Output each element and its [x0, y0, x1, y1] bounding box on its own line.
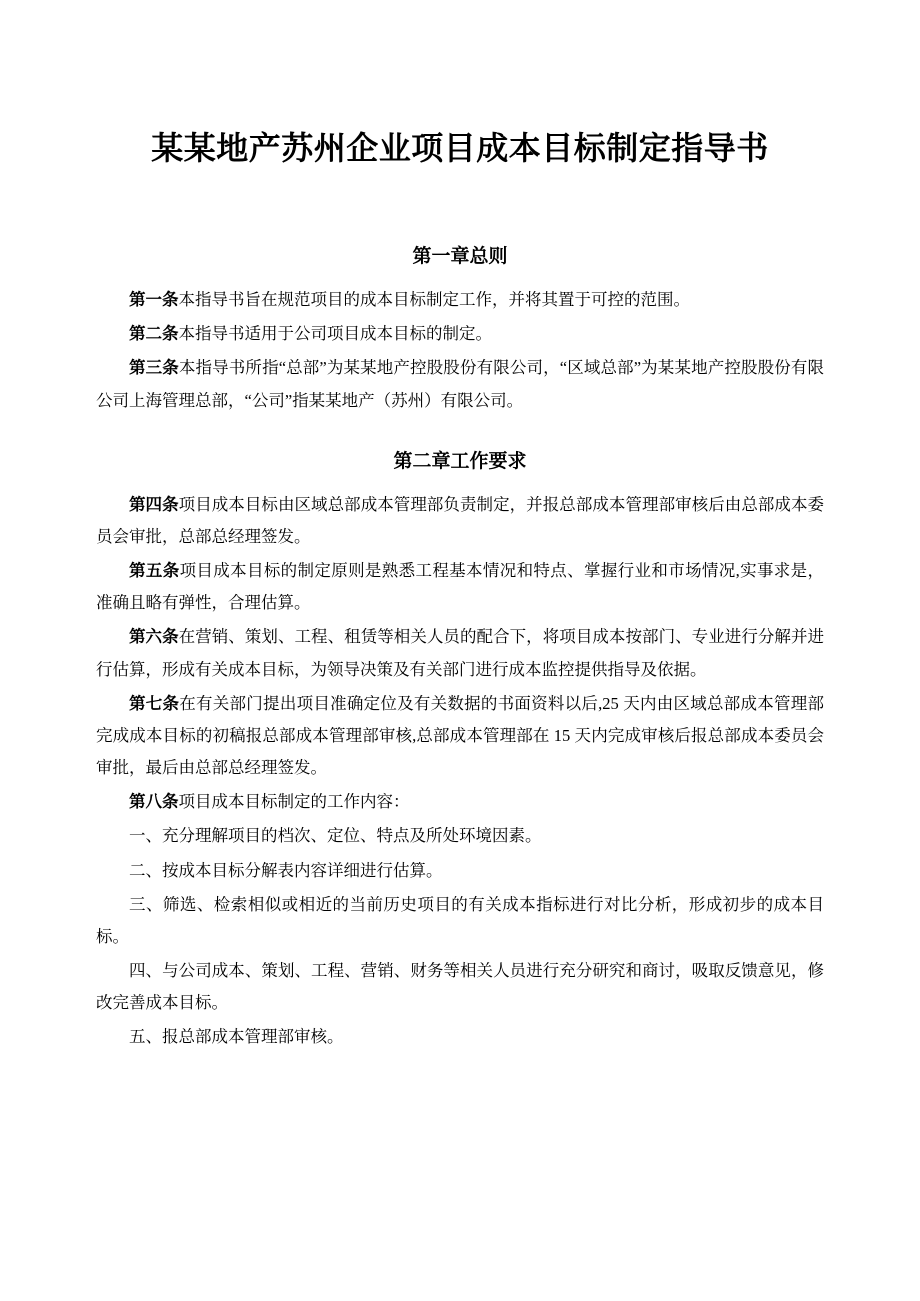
article-paragraph	[96, 352, 824, 416]
list-item: 五、报总部成本管理部审核。	[129, 1027, 344, 1047]
article-text: 本指导书适用于公司项目成本目标的制定。	[178, 324, 492, 344]
list-item: 四、与公司成本、策划、工程、营销、财务等相关人员进行充分研究和商讨，吸取反馈意见，修改完善成本目标。	[96, 961, 824, 1013]
article-text: 项目成本目标的制定原则是熟悉工程基本情况和特点、掌握行业和市场情况,实事求是，准确且略有弹性，合理估算。	[96, 561, 825, 613]
article-text: 本指导书所指“总部”为某某地产控股股份有限公司，“区域总部”为某某地产控股股份有限公司上海管理总部，“公司”指某某地产（苏州）有限公司。	[96, 358, 825, 410]
article-paragraph	[96, 555, 824, 619]
chapter-heading-1: 第一章总则	[412, 246, 508, 267]
article-label: 第五条	[129, 562, 180, 581]
article-label: 第二条	[129, 325, 179, 344]
article-label: 第六条	[129, 628, 179, 647]
article-label: 第三条	[129, 359, 179, 378]
article-text: 在营销、策划、工程、租赁等相关人员的配合下，将项目成本按部门、专业进行分解并进行估算，形成有关成本目标，为领导决策及有关部门进行成本监控提供指导及依据。	[96, 627, 825, 679]
article-paragraph	[96, 621, 824, 685]
article-label: 第八条	[129, 793, 179, 812]
list-item: 三、筛选、检索相似或相近的当前历史项目的有关成本指标进行对比分析，形成初步的成本目标。	[96, 894, 824, 946]
article-paragraph	[96, 688, 824, 785]
article-text: 项目成本目标由区域总部成本管理部负责制定，并报总部成本管理部审核后由总部成本委员会审批，总部总经理签发。	[96, 494, 825, 546]
article-label: 第一条	[129, 291, 179, 309]
article-paragraph	[96, 284, 824, 316]
chapter-heading-2: 第二章工作要求	[393, 450, 527, 472]
article-paragraph	[96, 318, 824, 350]
title-spacer	[96, 182, 824, 212]
article-paragraph	[96, 786, 824, 818]
article-label: 第七条	[129, 694, 180, 713]
list-item: 二、按成本目标分解表内容详细进行估算。	[129, 860, 443, 880]
page-title: 某某地产苏州企业项目成本目标制定指导书	[151, 130, 769, 166]
article-paragraph	[96, 489, 824, 553]
article-text: 在有关部门提出项目准确定位及有关数据的书面资料以后,25 天内由区域总部成本管理部完成成本目标的初稿报总部成本管理部审核,总部成本管理部在 15 天内完成审核后报总部成本委员会审批，最后由总部总经理签发。	[96, 693, 825, 778]
article-text: 项目成本目标制定的工作内容：	[178, 792, 410, 812]
article-text: 本指导书旨在规范项目的成本目标制定工作，并将其置于可控的范围。	[178, 290, 690, 309]
list-item: 一、充分理解项目的档次、定位、特点及所处环境因素。	[129, 826, 542, 846]
article-label: 第四条	[129, 495, 179, 514]
